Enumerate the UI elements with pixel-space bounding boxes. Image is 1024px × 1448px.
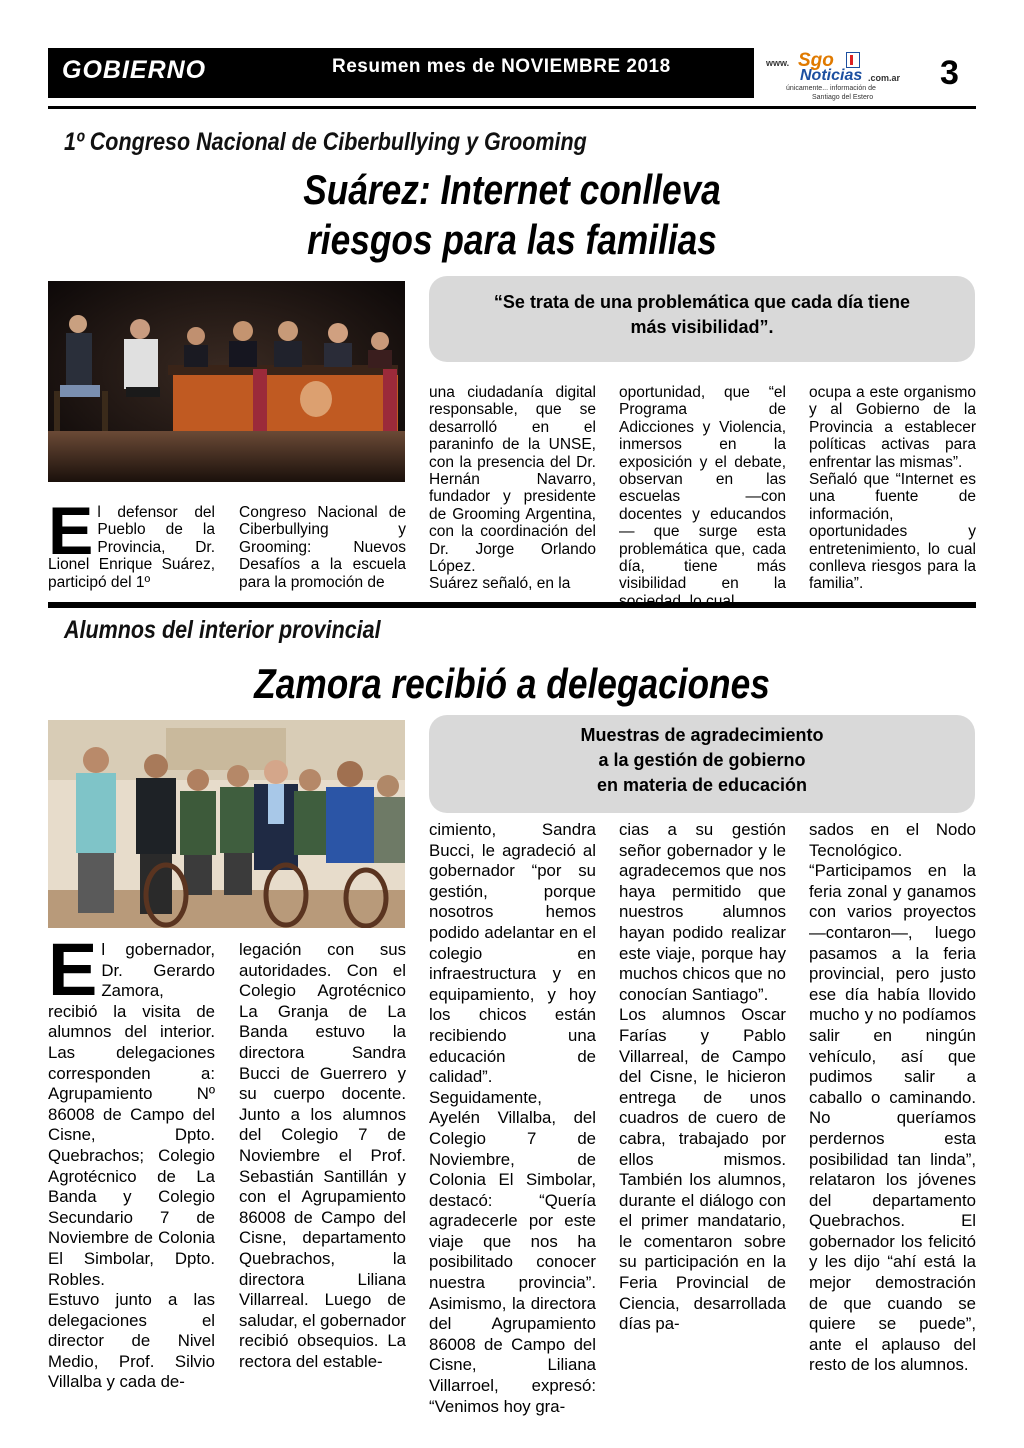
article-divider	[48, 602, 976, 608]
article2-headline: Zamora recibió a delegaciones	[254, 660, 770, 707]
article2-pull-quote	[429, 715, 975, 813]
article2-column-3	[429, 820, 596, 1417]
section-label: GOBIERNO	[62, 56, 207, 84]
issue-summary: Resumen mes de NOVIEMBRE 2018	[332, 56, 671, 77]
pull-quote-text: “Se trata de una problemática que cada día tiene más visibilidad”.	[493, 292, 911, 337]
drop-cap: E	[48, 928, 98, 1011]
drop-cap: E	[48, 493, 94, 569]
logo-noticias: Noticias	[800, 67, 863, 84]
article2-col4-paragraph-1: cias a su gestión señor gobernador y le agradecemos que nos haya permitido que nuestros alumnos hayan podido realizar este viaje, porque hay muchos chicos que no conocían Santiago”.	[619, 820, 786, 1004]
article1-col3-paragraph-1: una ciudadanía digital responsable, que se desarrolló en el paraninfo de la UNSE, con la presencia del Dr. Hernán Navarro, fundador y presidente de Grooming Argentina, con la coordinación del Dr. Jorge Orlando López.	[429, 384, 596, 576]
logo-tagline-region: Santiago del Estero	[812, 94, 874, 101]
article2-col5-text: sados en el Nodo Tecnológico. “Participamos en la feria zonal y ganamos con varios proyectos —contaron—, luego pasamos a la feria provincial, pero justo ese día había llovido mucho y no podíamos salir en ningún vehículo, así que pudimos salir a caballo o caminando. No queríamos perdernos esta posibilidad tan linda”, relataron los jóvenes del departamento Quebrachos. El gobernador los felicitó y les dijo “ahí está la mejor demostración de que cuando se quiere se puede”, ante el aplauso del resto de los alumnos.	[809, 820, 976, 1375]
article1-column-5	[809, 384, 976, 593]
article2-col1-paragraph-1: l gobernador, Dr. Gerardo Zamora, recibió la visita de alumnos del interior. Las delegaciones corresponden a: Agrupamiento Nº 86008 de Campo del Cisne, Dpto. Quebrachos; Colegio Agrotécnico de La Banda y Colegio Secundario 7 de Noviembre de Colonia El Simbolar, Dpto. Robles.	[48, 940, 215, 1289]
article1-kicker: 1º Congreso Nacional de Ciberbullying y Grooming	[64, 128, 587, 156]
article1-column-1	[48, 493, 215, 591]
article1-column-2	[239, 504, 406, 591]
pull-quote-line-1: Muestras de agradecimiento	[580, 725, 824, 745]
article1-col3-paragraph-2: Suárez señaló, en la	[429, 575, 571, 593]
page-number: 3	[940, 54, 959, 92]
article1-col2-text: Congreso Nacional de Ciberbullying y Grooming: Nuevos Desafíos a la escuela para la promoción de	[239, 504, 406, 591]
pull-quote-line-2: a la gestión de gobierno	[598, 750, 806, 770]
article1-col5-paragraph-2: Señaló que “Internet es una fuente de información, oportunidades y entretenimiento, lo cual conlleva riesgos para la familia”.	[809, 471, 976, 593]
congress-stage-photo	[48, 281, 405, 482]
article1-pull-quote	[429, 276, 975, 362]
article2-col3-paragraph-1: cimiento, Sandra Bucci, le agradeció al gobernador “por su gestión, porque nosotros hemos podido adelantar en el colegio en infraestructura y en equipamiento, y hoy los chicos están recibiendo una educación de calidad”.	[429, 820, 596, 1087]
article2-column-2	[239, 940, 406, 1372]
flag-icon	[846, 52, 860, 68]
site-logo	[764, 50, 914, 104]
article2-col4-paragraph-2: Los alumnos Oscar Farías y Pablo Villarreal, de Campo del Cisne, le hicieron entrega de unos cuadros de cuero de cabra, trabajado por ellos mismos. También los alumnos, durante el diálogo con el primer mandatario, le comentaron sobre su participación en la Feria Provincial de Ciencia, desarrollada días pa-	[619, 1005, 786, 1334]
article2-column-1	[48, 928, 215, 1393]
article1-headline-line1: Suárez: Internet conlleva	[303, 166, 721, 213]
header-divider	[48, 106, 976, 109]
article2-col3-paragraph-2: Seguidamente, Ayelén Villalba, del Colegio 7 de Noviembre, de Colonia El Simbolar, destacó: “Quería agradecerle por este viaje que nos ha posibilitado conocer nuestra provincia”. Asimismo, la directora del Agrupamiento 86008 de Campo del Cisne, Liliana Villarroel, expresó: “Venimos hoy gra-	[429, 1087, 596, 1416]
article1-column-4	[619, 384, 786, 610]
article1-col1-text: l defensor del Pueblo de la Provincia, Dr. Lionel Enrique Suárez, participó del 1º	[48, 504, 215, 591]
article2-column-4	[619, 820, 786, 1335]
logo-www: www.	[766, 58, 790, 68]
article2-col2-text: legación con sus autoridades. Con el Colegio Agrotécnico La Granja de La Banda estuvo la directora Sandra Bucci de Guerrero y su cuerpo docente. Junto a los alumnos del Colegio 7 de Noviembre el Prof. Sebastián Santillán y con el Agrupamiento 86008 de Campo del Cisne, departamento Quebrachos, la directora Liliana Villarreal. Luego de saludar, el gobernador recibió obsequios. La rectora del estable-	[239, 940, 407, 1371]
article1-col4-text: oportunidad, que “el Programa de Adicciones y Violencia, inmersos en la exposición y el debate, observan en las escuelas —con docentes y educandos— que surge esta problemática que, cada día, tiene más visibilidad en la	[619, 384, 786, 593]
logo-sgo: Sgo	[798, 50, 834, 71]
students-group-photo	[48, 720, 405, 928]
article2-kicker: Alumnos del interior provincial	[64, 616, 381, 644]
article2-col1-paragraph-2: Estuvo junto a las delegaciones el director de Nivel Medio, Prof. Silvio Villalba y cada de-	[48, 1290, 215, 1392]
logo-domain: .com.ar	[868, 73, 901, 83]
article1-col5-paragraph-1: ocupa a este organismo y al Gobierno de la Provincia a establecer políticas activas para enfrentar las mismas”.	[809, 384, 976, 471]
article2-column-5	[809, 820, 976, 1376]
article1-column-3	[429, 384, 596, 593]
logo-tagline: únicamente... información de	[786, 85, 876, 92]
pull-quote-line-3: en materia de educación	[596, 775, 808, 795]
article1-headline-line2: riesgos para las familias	[307, 216, 717, 263]
